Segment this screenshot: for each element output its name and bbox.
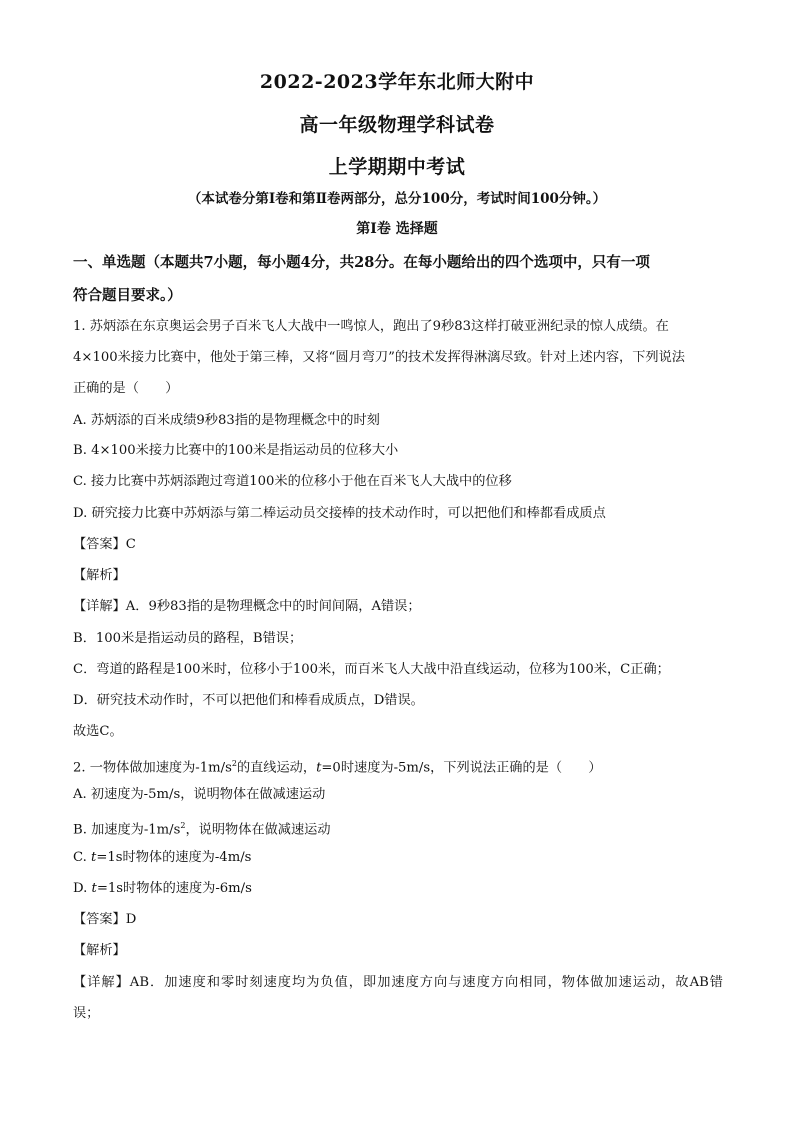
q2-option-c-pre: C. — [73, 850, 92, 865]
q2-stem-pre: 2. 一物体做加速度为-1m/s — [73, 760, 232, 776]
volume-heading: 第Ⅰ卷 选择题 — [356, 221, 438, 237]
q2-option-a: A. 初速度为-5m/s，说明物体在做减速运动 — [73, 787, 326, 802]
q2-detail-line1: 【详解】AB．加速度和零时刻速度均为负值，即加速度方向与速度方向相同，物体做加速运动，故AB错 — [73, 975, 723, 990]
q2-analysis-label: 【解析】 — [73, 943, 126, 958]
q1-detail-line2: B．100米是指运动员的路程，B错误； — [73, 631, 303, 646]
q2-stem-mid: 的直线运动， — [236, 760, 317, 776]
q2-option-d-post: =1s时物体的速度为-6m/s — [96, 881, 252, 896]
q2-option-d-pre: D. — [73, 881, 92, 896]
section-heading-line1: 一、单选题（本题共7小题，每小题4分，共28分。在每小题给出的四个选项中，只有一项 — [73, 254, 650, 271]
q2-option-d — [73, 879, 723, 899]
q1-analysis-label: 【解析】 — [73, 568, 126, 583]
q2-option-b-superscript: 2 — [180, 821, 186, 830]
q1-option-a: A. 苏炳添的百米成绩9秒83指的是物理概念中的时刻 — [73, 413, 380, 428]
q2-stem-superscript: 2 — [231, 759, 237, 768]
q2-option-b-pre: B. 加速度为-1m/s — [73, 822, 181, 838]
q2-stem-post: =0时速度为-5m/s，下列说法正确的是（ ） — [321, 760, 602, 776]
q1-stem-line1: 1. 苏炳添在东京奥运会男子百米飞人大战中一鸣惊人，跑出了9秒83这样打破亚洲纪录的惊人成绩。在 — [73, 319, 669, 334]
q1-stem-line2: 4×100米接力比赛中，他处于第三棒，又将“圆月弯刀”的技术发挥得淋漓尽致。针对上述内容，下列说法 — [73, 350, 685, 365]
q2-option-c-t: t — [91, 850, 97, 865]
q1-option-c: C. 接力比赛中苏炳添跑过弯道100米的位移小于他在百米飞人大战中的位移 — [73, 474, 512, 489]
q1-detail-line4: D．研究技术动作时，不可以把他们和棒看成质点，D错误。 — [73, 693, 424, 708]
exam-instructions-note: （本试卷分第Ⅰ卷和第Ⅱ卷两部分，总分100分，考试时间100分钟。） — [187, 191, 607, 207]
q1-option-b: B. 4×100米接力比赛中的100米是指运动员的位移大小 — [73, 443, 399, 458]
q2-option-c-post: =1s时物体的速度为-4m/s — [96, 850, 252, 865]
exam-title-school: 2022-2023学年东北师大附中 — [259, 71, 535, 93]
exam-title-subject: 高一年级物理学科试卷 — [299, 114, 495, 136]
q2-answer: 【答案】D — [73, 912, 137, 927]
q1-stem-line3: 正确的是（ ） — [73, 381, 179, 396]
q2-detail-line2: 误； — [73, 1006, 100, 1021]
q2-stem — [73, 754, 723, 778]
q1-detail-line1: 【详解】A．9秒83指的是物理概念中的时间间隔，A错误； — [73, 599, 421, 614]
q2-option-b — [73, 816, 723, 840]
exam-title-term: 上学期期中考试 — [328, 156, 466, 178]
section-heading-line2: 符合题目要求。） — [73, 287, 182, 304]
q1-detail-line3: C．弯道的路程是100米时，位移小于100米，而百米飞人大战中沿直线运动，位移为100米，C正确； — [73, 662, 670, 677]
q1-answer: 【答案】C — [73, 537, 136, 552]
q2-option-c — [73, 848, 723, 868]
q1-conclusion: 故选C。 — [73, 724, 123, 739]
q1-option-d: D. 研究接力比赛中苏炳添与第二棒运动员交接棒的技术动作时，可以把他们和棒都看成质点 — [73, 506, 606, 521]
q2-option-d-t: t — [91, 881, 97, 896]
q2-option-b-post: ，说明物体在做减速运动 — [185, 822, 331, 838]
q2-stem-t: t — [316, 760, 322, 776]
